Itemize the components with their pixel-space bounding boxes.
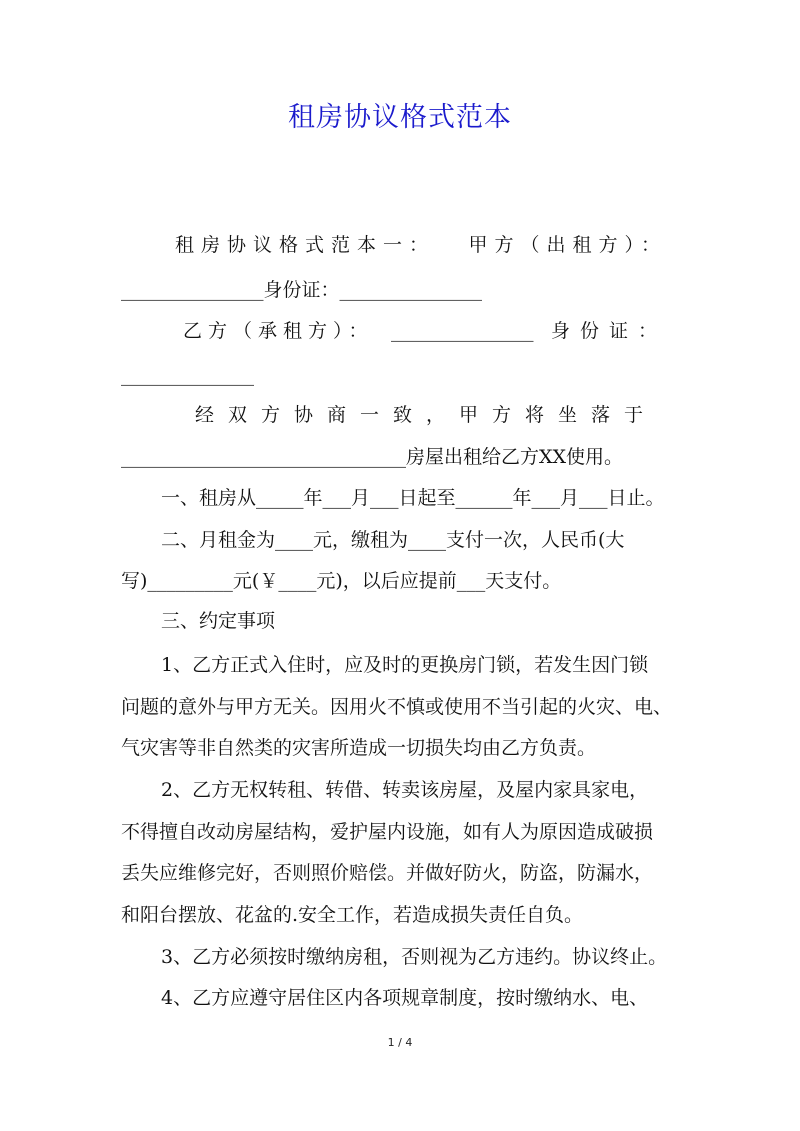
- party-a-blank: _______________: [121, 279, 264, 301]
- item-4a-text: 4、乙方应遵守居住区内各项规章制度，按时缴纳水、电、: [161, 987, 649, 1009]
- intro-line-1-justified: [175, 230, 667, 260]
- clause-1: [161, 483, 700, 513]
- item-2-line-4: [121, 900, 685, 930]
- intro-heading: 租房协议格式范本一：: [175, 234, 436, 256]
- intro-line-3-justified: [183, 316, 667, 346]
- consensus-tail: ______________________________房屋出租给乙方XX使用。: [121, 446, 624, 468]
- clause-3-text: 三、约定事项: [161, 610, 276, 632]
- consensus-line-1: [195, 400, 680, 430]
- intro-line-2: [121, 275, 685, 305]
- item-2b-text: 不得擅自改动房屋结构，爱护屋内设施，如有人为原因造成破损: [121, 821, 654, 843]
- clause-3: [161, 606, 725, 636]
- party-b-label: 乙方（承租方）：: [183, 320, 374, 342]
- party-b-blank: _______________: [391, 320, 534, 342]
- party-a-label: 甲方（出租方）：: [468, 234, 667, 256]
- item-2d-text: 和阳台摆放、花盆的.安全工作，若造成损失责任自负。: [121, 904, 584, 926]
- party-a-id-label: 身份证：: [263, 279, 340, 301]
- page-number: 1 / 4: [387, 1036, 413, 1049]
- item-2a-text: 2、乙方无权转租、转借、转卖该房屋，及屋内家具家电，: [161, 779, 649, 801]
- item-3-text: 3、乙方必须按时缴纳房租，否则视为乙方违约。协议终止。: [161, 946, 668, 968]
- party-b-id-blank: ______________: [121, 364, 254, 386]
- clause-2a-text: 二、月租金为____元，缴租为____支付一次，人民币(大: [161, 529, 625, 551]
- item-1c-text: 气灾害等非自然类的灾害所造成一切损失均由乙方负责。: [121, 737, 597, 759]
- item-2-line-2: [121, 817, 691, 847]
- clause-2-line-2: [121, 566, 685, 596]
- consensus-line-1-justified: [195, 400, 680, 430]
- item-1-line-2: [121, 692, 691, 722]
- item-2-line-1: [161, 775, 691, 805]
- party-a-id-blank: _______________: [339, 279, 483, 301]
- document-title: 租房协议格式范本: [288, 102, 512, 133]
- item-1a-text: 1、乙方正式入住时，应及时的更换房门锁，若发生因门锁: [161, 654, 649, 676]
- item-3: [161, 942, 700, 972]
- clause-1-text: 一、租房从_____年___月___日起至______年___月___日止。: [161, 487, 665, 509]
- clause-2b-text: 写)_________元(￥____元)，以后应提前___天支付。: [121, 570, 562, 592]
- item-1-line-3: [121, 733, 685, 763]
- item-2-line-3: [121, 858, 691, 888]
- item-1b-text: 问题的意外与甲方无关。因用火不慎或使用不当引起的火灾、电、: [121, 696, 673, 718]
- consensus-head: 经双方协商一致，甲方将坐落于: [195, 404, 658, 426]
- item-4-line-1: [161, 983, 691, 1013]
- item-2c-text: 丢失应维修完好，否则照价赔偿。并做好防火，防盗，防漏水，: [121, 862, 654, 884]
- clause-2-line-1: [161, 525, 691, 555]
- party-b-id-label: 身份证：: [550, 320, 667, 342]
- item-1-line-1: [161, 650, 691, 680]
- consensus-line-2: [121, 442, 685, 472]
- intro-line-1: [175, 230, 667, 260]
- intro-line-3: [183, 316, 667, 346]
- intro-line-4: [121, 360, 685, 390]
